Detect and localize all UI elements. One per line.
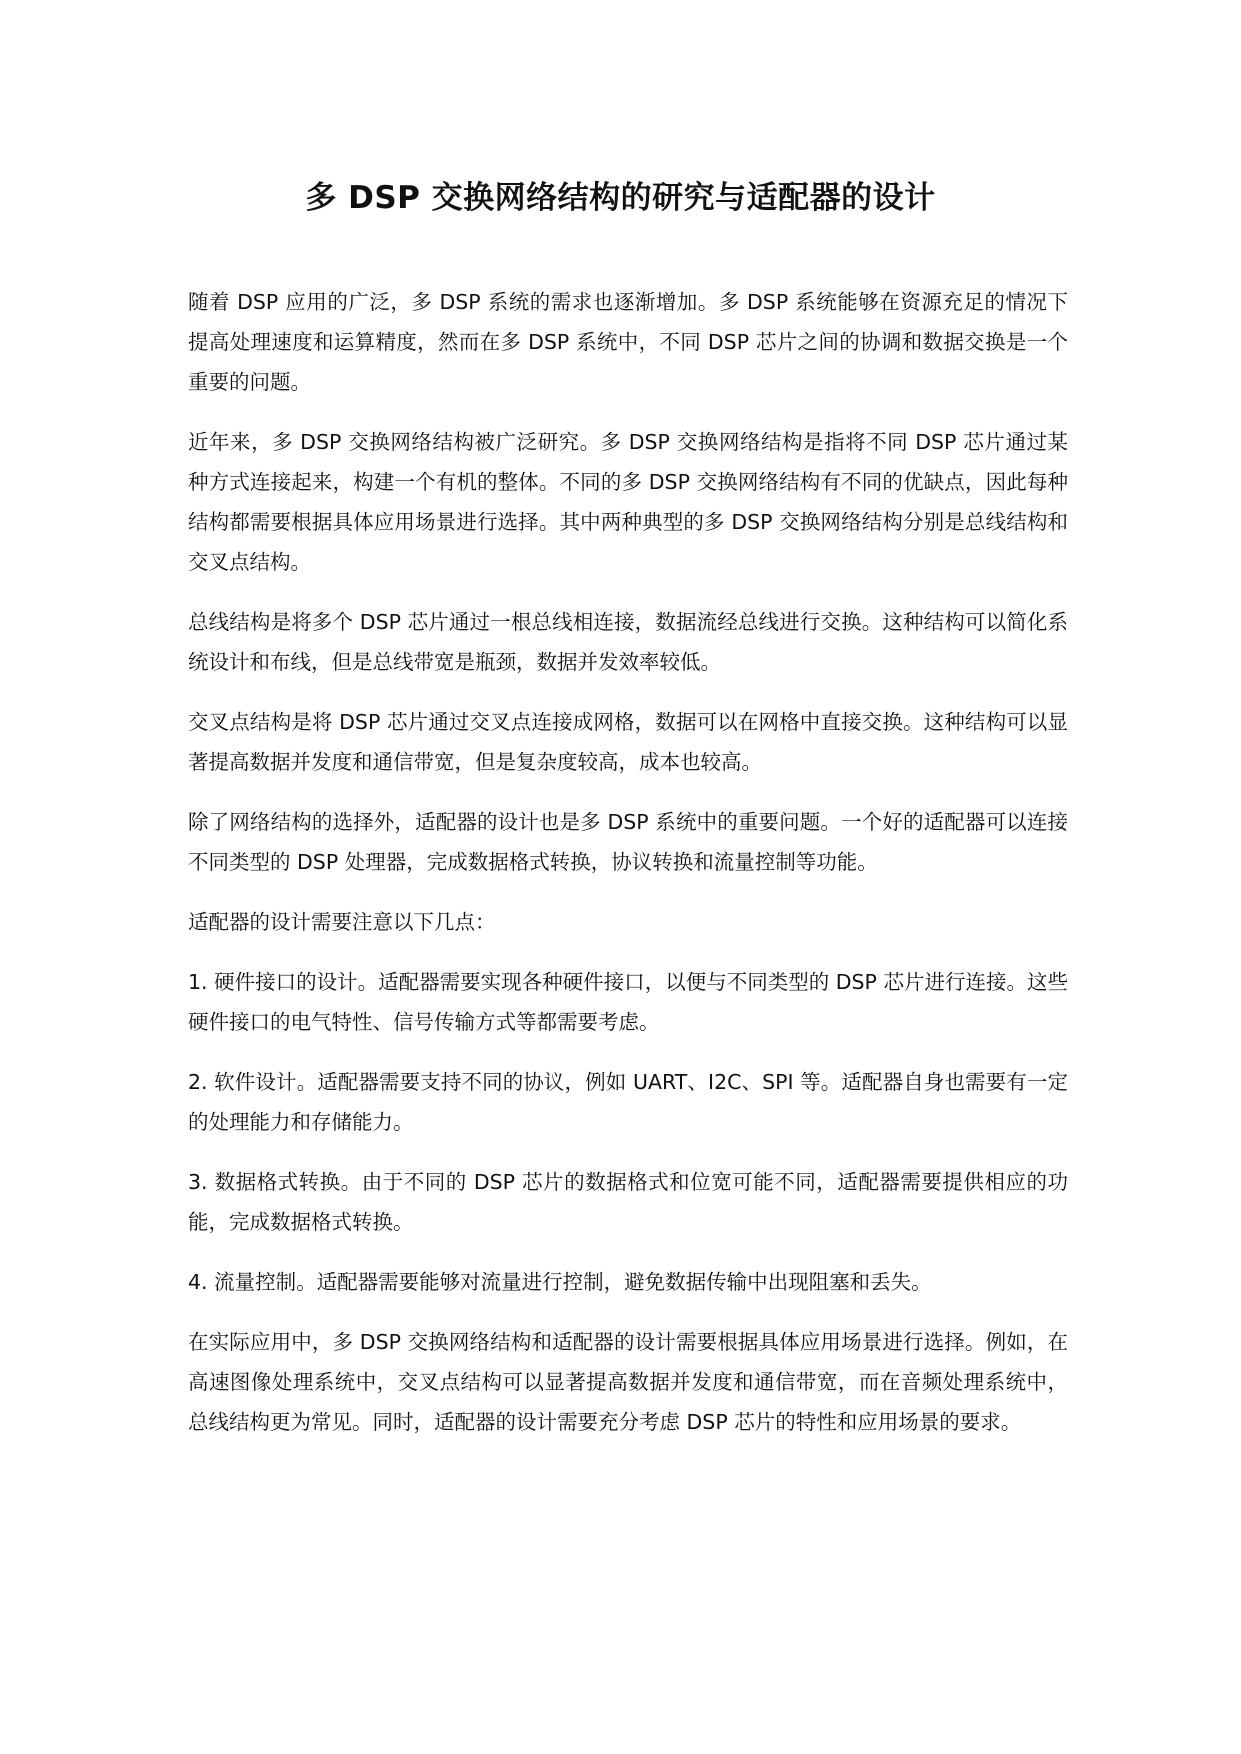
paragraph-intro: 随着 DSP 应用的广泛，多 DSP 系统的需求也逐渐增加。多 DSP 系统能够在资源充足的情况下提高处理速度和运算精度，然而在多 DSP 系统中，不同 DSP 芯片之间的协调和数据交换是一个重要的问题。 bbox=[188, 290, 1068, 394]
paragraph-adapter-points-intro: 适配器的设计需要注意以下几点： bbox=[188, 910, 496, 934]
paragraph-adapter-design: 除了网络结构的选择外，适配器的设计也是多 DSP 系统中的重要问题。一个好的适配器可以连接不同类型的 DSP 处理器，完成数据格式转换，协议转换和流量控制等功能。 bbox=[188, 810, 1068, 874]
document-title: 多 DSP 交换网络结构的研究与适配器的设计 bbox=[305, 180, 936, 216]
paragraph-crosspoint-structure: 交叉点结构是将 DSP 芯片通过交叉点连接成网格，数据可以在网格中直接交换。这种结构可以显著提高数据并发度和通信带宽，但是复杂度较高，成本也较高。 bbox=[188, 710, 1068, 774]
list-item-flow-control: 4. 流量控制。适配器需要能够对流量进行控制，避免数据传输中出现阻塞和丢失。 bbox=[188, 1270, 932, 1294]
list-item-software-design: 2. 软件设计。适配器需要支持不同的协议，例如 UART、I2C、SPI 等。适配器自身也需要有一定的处理能力和存储能力。 bbox=[188, 1070, 1068, 1134]
list-item-hardware-interface: 1. 硬件接口的设计。适配器需要实现各种硬件接口，以便与不同类型的 DSP 芯片进行连接。这些硬件接口的电气特性、信号传输方式等都需要考虑。 bbox=[188, 970, 1068, 1034]
paragraph-network-structures: 近年来，多 DSP 交换网络结构被广泛研究。多 DSP 交换网络结构是指将不同 DSP 芯片通过某种方式连接起来，构建一个有机的整体。不同的多 DSP 交换网络结构有不同的优缺点，因此每种结构都需要根据具体应用场景进行选择。其中两种典型的多 DSP 交换网络结构分别是总线结构和交叉点结构。 bbox=[188, 430, 1068, 574]
document-body bbox=[188, 282, 1068, 1462]
paragraph-bus-structure: 总线结构是将多个 DSP 芯片通过一根总线相连接，数据流经总线进行交换。这种结构可以简化系统设计和布线，但是总线带宽是瓶颈，数据并发效率较低。 bbox=[188, 610, 1068, 674]
paragraph-conclusion: 在实际应用中，多 DSP 交换网络结构和适配器的设计需要根据具体应用场景进行选择。例如，在高速图像处理系统中，交叉点结构可以显著提高数据并发度和通信带宽，而在音频处理系统中，总线结构更为常见。同时，适配器的设计需要充分考虑 DSP 芯片的特性和应用场景的要求。 bbox=[188, 1330, 1068, 1434]
list-item-data-format: 3. 数据格式转换。由于不同的 DSP 芯片的数据格式和位宽可能不同，适配器需要提供相应的功能，完成数据格式转换。 bbox=[188, 1170, 1068, 1234]
